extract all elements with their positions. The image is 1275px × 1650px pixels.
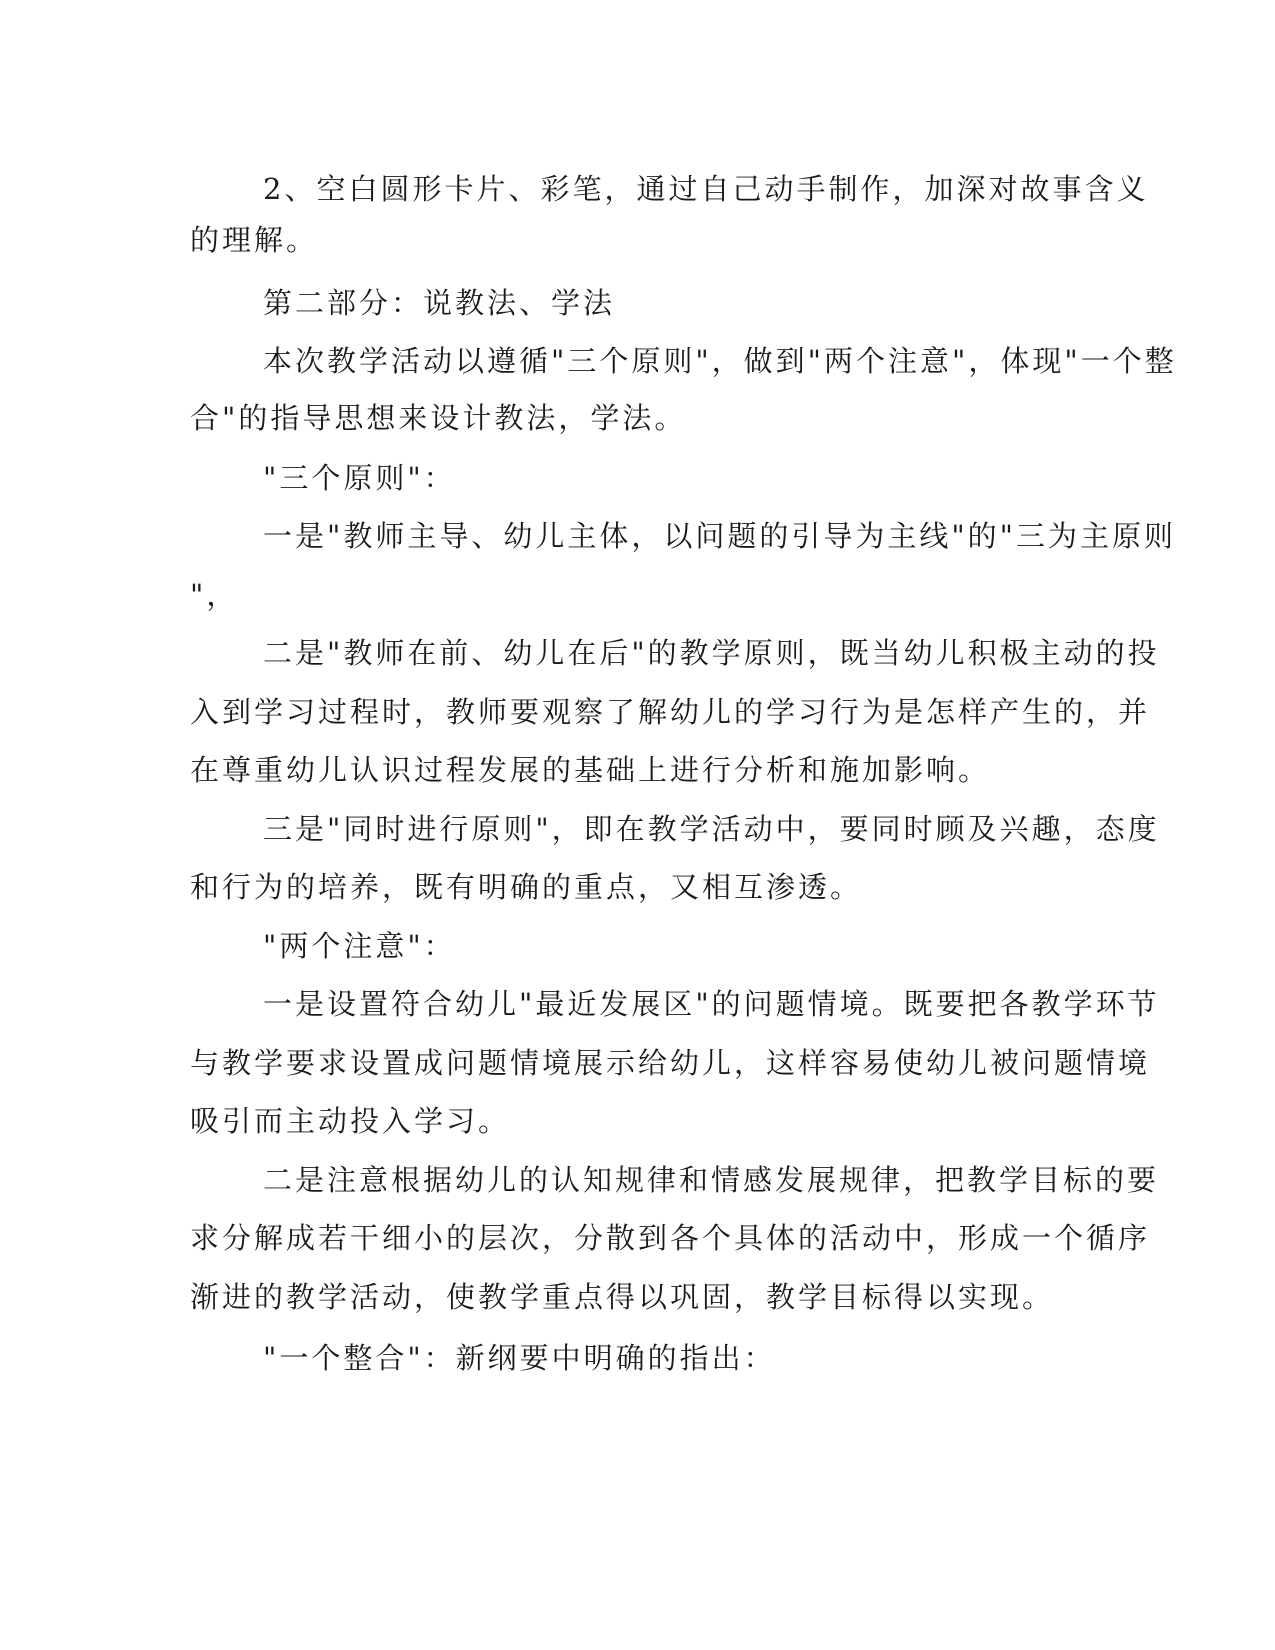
text-line: 一是"教师主导、幼儿主体，以问题的引导为主线"的"三为主原则 bbox=[263, 519, 1177, 553]
text-line: "， bbox=[190, 578, 239, 612]
text-line: 本次教学活动以遵循"三个原则"，做到"两个注意"，体现"一个整 bbox=[263, 344, 1177, 378]
text-line: 渐进的教学活动，使教学重点得以巩固，教学目标得以实现。 bbox=[190, 1280, 1055, 1314]
subheading: "三个原则"： bbox=[263, 461, 456, 495]
subheading: "两个注意"： bbox=[263, 929, 456, 963]
subheading: "一个整合"：新纲要中明确的指出： bbox=[263, 1341, 776, 1375]
text-line: 吸引而主动投入学习。 bbox=[190, 1104, 511, 1138]
text-line: 和行为的培养，既有明确的重点，又相互渗透。 bbox=[190, 870, 863, 904]
text-line: 二是"教师在前、幼儿在后"的教学原则，既当幼儿积极主动的投 bbox=[263, 636, 1160, 670]
text-line: 二是注意根据幼儿的认知规律和情感发展规律，把教学目标的要 bbox=[263, 1163, 1160, 1197]
text-line: 合"的指导思想来设计教法，学法。 bbox=[190, 401, 687, 435]
text-line: 的理解。 bbox=[190, 223, 319, 257]
text-line: 求分解成若干细小的层次，分散到各个具体的活动中，形成一个循序 bbox=[190, 1221, 1151, 1255]
text-line: 与教学要求设置成问题情境展示给幼儿，这样容易使幼儿被问题情境 bbox=[190, 1046, 1151, 1080]
section-heading: 第二部分：说教法、学法 bbox=[263, 286, 616, 320]
text-line: 在尊重幼儿认识过程发展的基础上进行分析和施加影响。 bbox=[190, 753, 991, 787]
text-line: 2、空白圆形卡片、彩笔，通过自己动手制作，加深对故事含义 bbox=[263, 172, 1149, 206]
text-line: 入到学习过程时，教师要观察了解幼儿的学习行为是怎样产生的，并 bbox=[190, 695, 1151, 729]
text-line: 三是"同时进行原则"，即在教学活动中，要同时顾及兴趣，态度 bbox=[263, 812, 1160, 846]
text-line: 一是设置符合幼儿"最近发展区"的问题情境。既要把各教学环节 bbox=[263, 987, 1160, 1021]
